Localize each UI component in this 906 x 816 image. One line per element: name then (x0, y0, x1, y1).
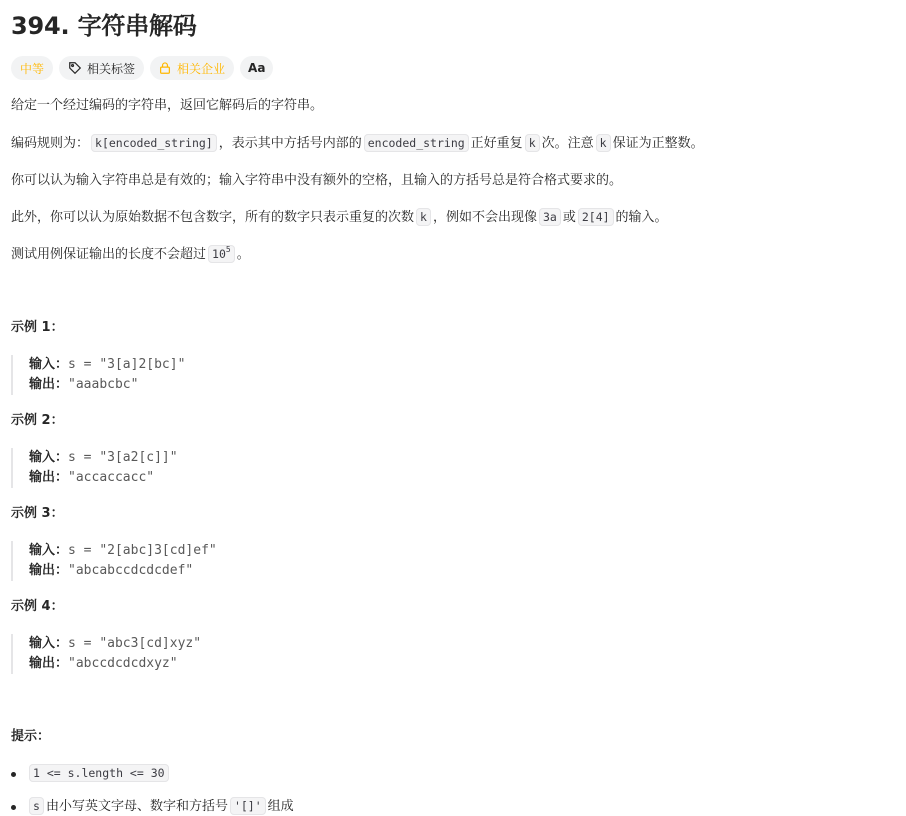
text: 此外，你可以认为原始数据不包含数字，所有的数字只表示重复的次数 (11, 210, 415, 225)
output-label: 输出： (29, 377, 69, 392)
output-value: "aaabcbc" (68, 377, 139, 392)
list-item (11, 797, 294, 816)
example-output-line (29, 654, 411, 674)
text: 保证为正整数。 (612, 136, 704, 151)
inline-code: 2[4] (578, 208, 614, 226)
inline-code: encoded_string (364, 134, 469, 152)
example-4-heading: 示例 4： (11, 599, 64, 614)
example-2-heading: 示例 2： (11, 413, 64, 428)
input-label: 输入： (29, 450, 69, 465)
related-tags-button[interactable] (59, 56, 144, 80)
input-label: 输入： (29, 543, 69, 558)
example-1-heading: 示例 1： (11, 320, 64, 335)
output-label: 输出： (29, 470, 69, 485)
text: 的输入。 (615, 210, 668, 225)
example-2-block (11, 448, 411, 488)
inline-code: k (525, 134, 540, 152)
input-value: s = "abc3[cd]xyz" (68, 636, 202, 651)
description-paragraph-1: 给定一个经过编码的字符串，返回它解码后的字符串。 (11, 98, 324, 113)
inline-code: '[]' (230, 797, 266, 815)
input-value: s = "2[abc]3[cd]ef" (68, 543, 217, 558)
example-input-line (29, 541, 411, 561)
hints-heading: 提示： (11, 729, 51, 744)
power-base: 10 (212, 247, 226, 261)
inline-code: 3a (539, 208, 561, 226)
input-label: 输入： (29, 636, 69, 651)
problem-title: 394. 字符串解码 (11, 12, 197, 40)
difficulty-badge: 中等 (11, 56, 53, 80)
output-label: 输出： (29, 563, 69, 578)
list-item (11, 764, 294, 797)
related-companies-button[interactable] (150, 56, 234, 80)
example-output-line (29, 375, 411, 395)
inline-code: k (596, 134, 611, 152)
inline-code: k (416, 208, 431, 226)
example-output-line (29, 561, 411, 581)
input-value: s = "3[a2[c]]" (68, 450, 178, 465)
example-output-line (29, 468, 411, 488)
inline-code (208, 245, 235, 263)
input-value: s = "3[a]2[bc]" (68, 357, 186, 372)
text: ，例如不会出现像 (432, 210, 537, 225)
lock-icon (158, 61, 172, 75)
constraints-list (11, 764, 294, 816)
output-label: 输出： (29, 656, 69, 671)
font-toggle-button[interactable]: Aa (240, 56, 273, 80)
text: 组成 (267, 799, 294, 814)
inline-code: 1 <= s.length <= 30 (29, 764, 169, 782)
inline-code: k[encoded_string] (91, 134, 217, 152)
example-3-heading: 示例 3： (11, 506, 64, 521)
output-value: "accaccacc" (68, 470, 155, 485)
text: 或 (562, 210, 576, 225)
example-input-line (29, 634, 411, 654)
tag-icon (68, 61, 82, 75)
example-input-line (29, 355, 411, 375)
example-3-block (11, 541, 411, 581)
related-companies-label: 相关企业 (177, 61, 226, 76)
problem-tags-bar (11, 56, 273, 80)
example-input-line (29, 448, 411, 468)
text: ，表示其中方括号内部的 (218, 136, 362, 151)
description-paragraph-5 (11, 245, 250, 265)
description-paragraph-4 (11, 208, 668, 228)
output-value: "abccdcdcdxyz" (68, 656, 178, 671)
output-value: "abcabccdcdcdef" (68, 563, 194, 578)
description-paragraph-3: 你可以认为输入字符串总是有效的；输入字符串中没有额外的空格，且输入的方括号总是符合格式要求的。 (11, 173, 623, 188)
inline-code: s (29, 797, 44, 815)
power-exponent: 5 (225, 245, 231, 254)
example-1-block (11, 355, 411, 395)
related-tags-label: 相关标签 (87, 61, 136, 76)
text: 。 (236, 247, 250, 262)
text: 次。注意 (541, 136, 594, 151)
text: 测试用例保证输出的长度不会超过 (11, 247, 207, 262)
description-paragraph-2 (11, 134, 704, 154)
text: 正好重复 (470, 136, 523, 151)
input-label: 输入： (29, 357, 69, 372)
example-4-block (11, 634, 411, 674)
text: 编码规则为： (11, 136, 90, 151)
text: 由小写英文字母、数字和方括号 (45, 799, 228, 814)
